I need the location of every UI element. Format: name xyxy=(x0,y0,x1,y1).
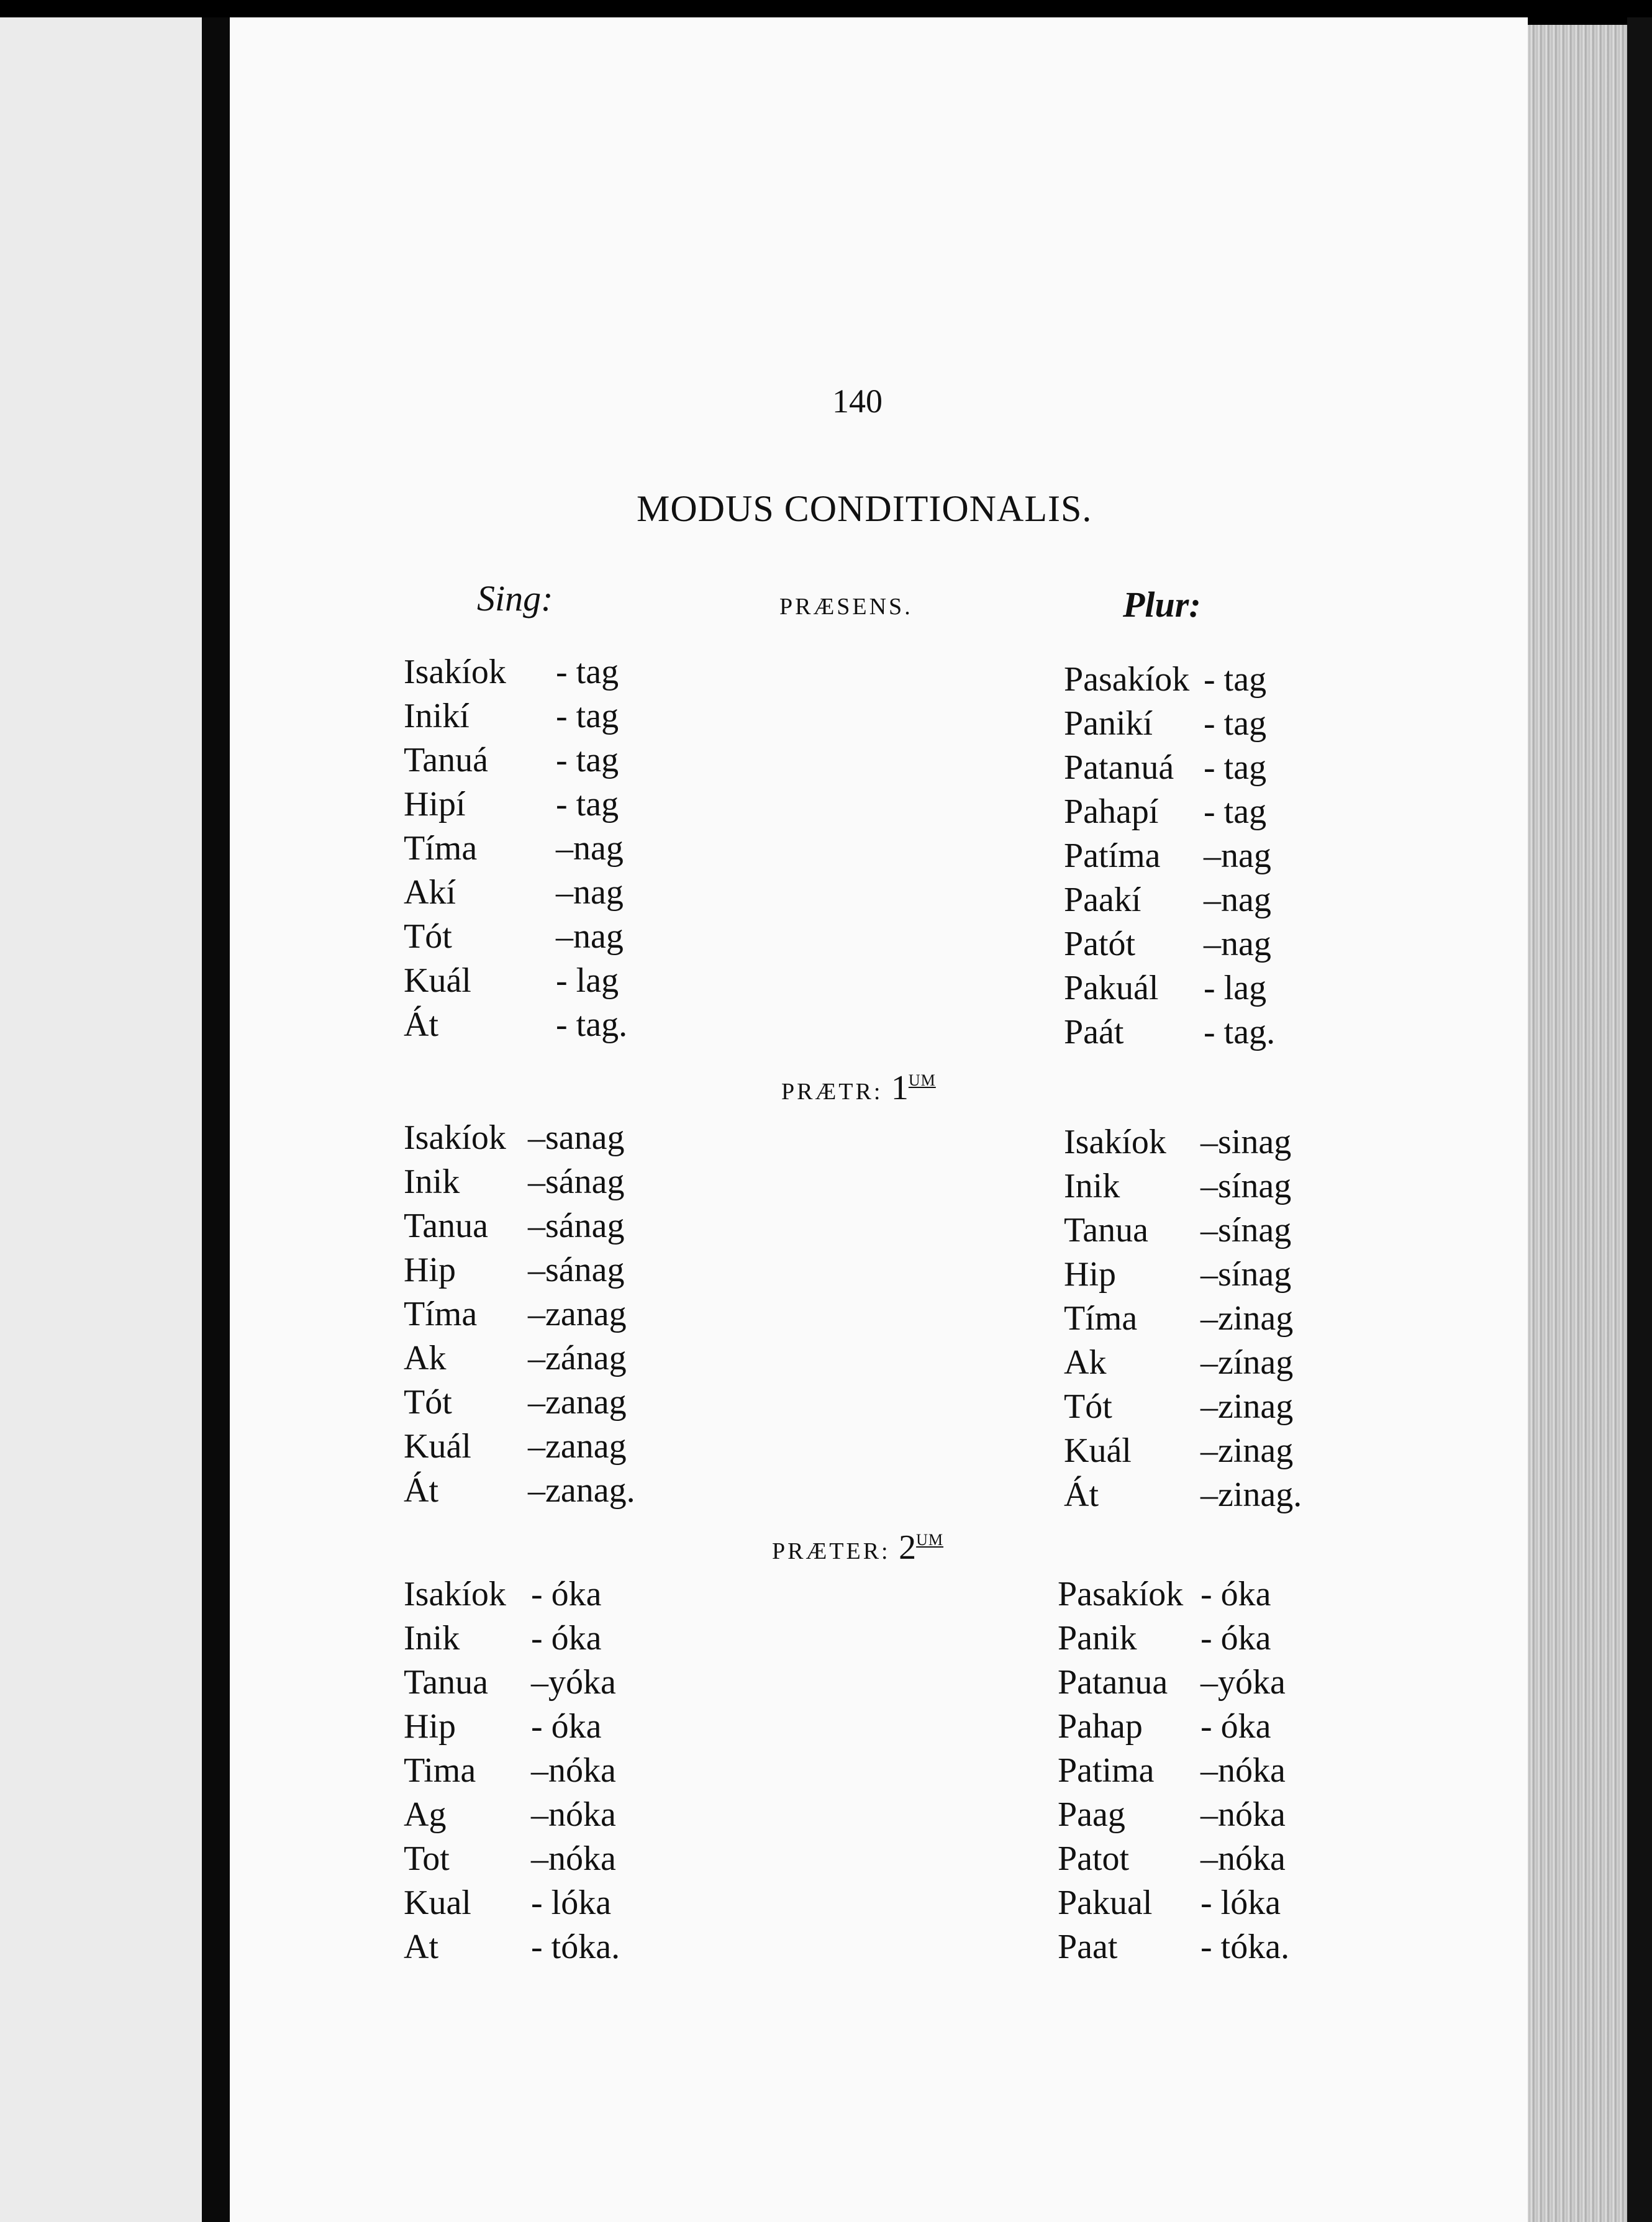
verb-suffix: –zinag xyxy=(1200,1431,1294,1470)
pronoun-stem: Tót xyxy=(404,917,452,956)
verb-suffix: –zínag xyxy=(1200,1343,1294,1382)
pronoun-stem: Paát xyxy=(1064,1013,1124,1051)
pronoun-stem: Isakíok xyxy=(404,1118,506,1157)
pronoun-stem: Tíma xyxy=(404,1295,478,1333)
verb-suffix: –sínag xyxy=(1200,1211,1292,1249)
verb-suffix: –nóka xyxy=(531,1795,616,1834)
verb-suffix: - tag xyxy=(556,785,619,823)
verb-suffix: –zanag xyxy=(528,1427,627,1466)
pronoun-stem: Tima xyxy=(404,1751,476,1790)
book-spine xyxy=(202,17,230,2222)
pronoun-stem: Patanuá xyxy=(1064,748,1174,787)
verb-suffix: –nóka xyxy=(531,1751,616,1790)
section-label-praeter-2: PRÆTER: $2^{UM}$ xyxy=(772,1528,944,1567)
pronoun-stem: Át xyxy=(404,1005,438,1044)
pronoun-stem: Tanua xyxy=(1064,1211,1149,1249)
verb-suffix: –nag xyxy=(1204,881,1271,919)
verb-suffix: –nag xyxy=(556,917,624,956)
pronoun-stem: Patot xyxy=(1058,1839,1130,1878)
verb-suffix: –yóka xyxy=(531,1663,616,1702)
pronoun-stem: Pakual xyxy=(1058,1884,1153,1922)
pronoun-stem: Akí xyxy=(404,873,456,912)
verb-suffix: - óka xyxy=(1200,1619,1271,1657)
pronoun-stem: Hipí xyxy=(404,785,466,823)
verb-suffix: –sinag xyxy=(1200,1123,1292,1161)
pronoun-stem: Isakíok xyxy=(1064,1123,1166,1161)
verb-suffix: –sínag xyxy=(1200,1255,1292,1294)
pronoun-stem: Patanua xyxy=(1058,1663,1168,1702)
pronoun-stem: Hip xyxy=(404,1251,456,1289)
verb-suffix: –nag xyxy=(1204,837,1271,875)
verb-suffix: –sánag xyxy=(528,1207,625,1245)
pronoun-stem: Patót xyxy=(1064,925,1136,963)
pronoun-stem: Inikí xyxy=(404,697,470,735)
scan-border-right xyxy=(1627,17,1652,2222)
page-edges xyxy=(1528,25,1627,2222)
verb-suffix: - óka xyxy=(531,1707,602,1746)
pronoun-stem: Pakuál xyxy=(1064,969,1159,1007)
pronoun-stem: Tanua xyxy=(404,1663,489,1702)
pronoun-stem: Tot xyxy=(404,1839,450,1878)
verb-suffix: - óka xyxy=(1200,1575,1271,1613)
verb-suffix: - óka xyxy=(1200,1707,1271,1746)
plural-header: Plur: xyxy=(1123,584,1201,625)
facing-page xyxy=(0,17,202,2222)
verb-suffix: –sínag xyxy=(1200,1167,1292,1205)
pronoun-stem: Inik xyxy=(404,1619,460,1657)
verb-suffix: –nag xyxy=(556,829,624,868)
pronoun-stem: Pasakíok xyxy=(1064,660,1190,699)
verb-suffix: - óka xyxy=(531,1575,602,1613)
pronoun-stem: Pahap xyxy=(1058,1707,1143,1746)
pronoun-stem: Panik xyxy=(1058,1619,1137,1657)
verb-suffix: - tag xyxy=(556,741,619,779)
verb-suffix: –zinag. xyxy=(1200,1476,1302,1514)
verb-suffix: - tag. xyxy=(556,1005,628,1044)
pronoun-stem: Paakí xyxy=(1064,881,1141,919)
verb-suffix: –sánag xyxy=(528,1251,625,1289)
pronoun-stem: Át xyxy=(1064,1476,1099,1514)
verb-suffix: –nóka xyxy=(531,1839,616,1878)
pronoun-stem: Hip xyxy=(1064,1255,1116,1294)
verb-suffix: - tag xyxy=(1204,792,1267,831)
pronoun-stem: Pahapí xyxy=(1064,792,1159,831)
verb-suffix: –sanag xyxy=(528,1118,625,1157)
pronoun-stem: Ak xyxy=(1064,1343,1107,1382)
verb-suffix: –nóka xyxy=(1200,1839,1286,1878)
verb-suffix: –zinag xyxy=(1200,1299,1294,1338)
pronoun-stem: Paat xyxy=(1058,1928,1118,1966)
pronoun-stem: Isakíok xyxy=(404,1575,506,1613)
page-title: MODUS CONDITIONALIS. xyxy=(637,488,1092,529)
pronoun-stem: Tíma xyxy=(1064,1299,1138,1338)
pronoun-stem: Kuál xyxy=(404,1427,471,1466)
verb-suffix: - lóka xyxy=(531,1884,612,1922)
pronoun-stem: Patima xyxy=(1058,1751,1155,1790)
pronoun-stem: Tanuá xyxy=(404,741,489,779)
verb-suffix: - tag xyxy=(556,697,619,735)
pronoun-stem: Patíma xyxy=(1064,837,1161,875)
pronoun-stem: Kuál xyxy=(1064,1431,1132,1470)
pronoun-stem: Át xyxy=(404,1471,438,1510)
verb-suffix: –nag xyxy=(556,873,624,912)
verb-suffix: –zanag. xyxy=(528,1471,635,1510)
verb-suffix: –nóka xyxy=(1200,1751,1286,1790)
pronoun-stem: Tíma xyxy=(404,829,478,868)
pronoun-stem: Kuál xyxy=(404,961,471,1000)
verb-suffix: –nóka xyxy=(1200,1795,1286,1834)
verb-suffix: - tag xyxy=(1204,748,1267,787)
verb-suffix: –zanag xyxy=(528,1383,627,1422)
pronoun-stem: Inik xyxy=(1064,1167,1120,1205)
pronoun-stem: Tanua xyxy=(404,1207,489,1245)
pronoun-stem: Ag xyxy=(404,1795,447,1834)
verb-suffix: - lag xyxy=(556,961,619,1000)
pronoun-stem: Isakíok xyxy=(404,653,506,691)
section-label-praeter-1: PRÆTR: $1^{UM}$ xyxy=(781,1069,936,1107)
verb-suffix: - tag xyxy=(556,653,619,691)
verb-suffix: - óka xyxy=(531,1619,602,1657)
verb-suffix: –zanag xyxy=(528,1295,627,1333)
pronoun-stem: Hip xyxy=(404,1707,456,1746)
verb-suffix: –sánag xyxy=(528,1163,625,1201)
verb-suffix: - tag xyxy=(1204,704,1267,743)
scan-border xyxy=(0,0,1652,17)
verb-suffix: –zánag xyxy=(528,1339,627,1377)
verb-suffix: - tóka. xyxy=(531,1928,620,1966)
verb-suffix: - tag. xyxy=(1204,1013,1276,1051)
verb-suffix: –yóka xyxy=(1200,1663,1286,1702)
pronoun-stem: Tót xyxy=(404,1383,452,1422)
verb-suffix: - tag xyxy=(1204,660,1267,699)
pronoun-stem: Ak xyxy=(404,1339,447,1377)
pronoun-stem: Kual xyxy=(404,1884,471,1922)
pronoun-stem: Tót xyxy=(1064,1387,1112,1426)
verb-suffix: - lag xyxy=(1204,969,1267,1007)
pronoun-stem: Pasakíok xyxy=(1058,1575,1184,1613)
pronoun-stem: At xyxy=(404,1928,438,1966)
page-number: 140 xyxy=(832,383,883,420)
section-label-praesens: PRÆSENS. xyxy=(779,594,913,620)
verb-suffix: - tóka. xyxy=(1200,1928,1290,1966)
pronoun-stem: Paag xyxy=(1058,1795,1125,1834)
verb-suffix: –nag xyxy=(1204,925,1271,963)
pronoun-stem: Inik xyxy=(404,1163,460,1201)
singular-header: Sing: xyxy=(477,578,553,619)
pronoun-stem: Panikí xyxy=(1064,704,1153,743)
verb-suffix: –zinag xyxy=(1200,1387,1294,1426)
verb-suffix: - lóka xyxy=(1200,1884,1281,1922)
